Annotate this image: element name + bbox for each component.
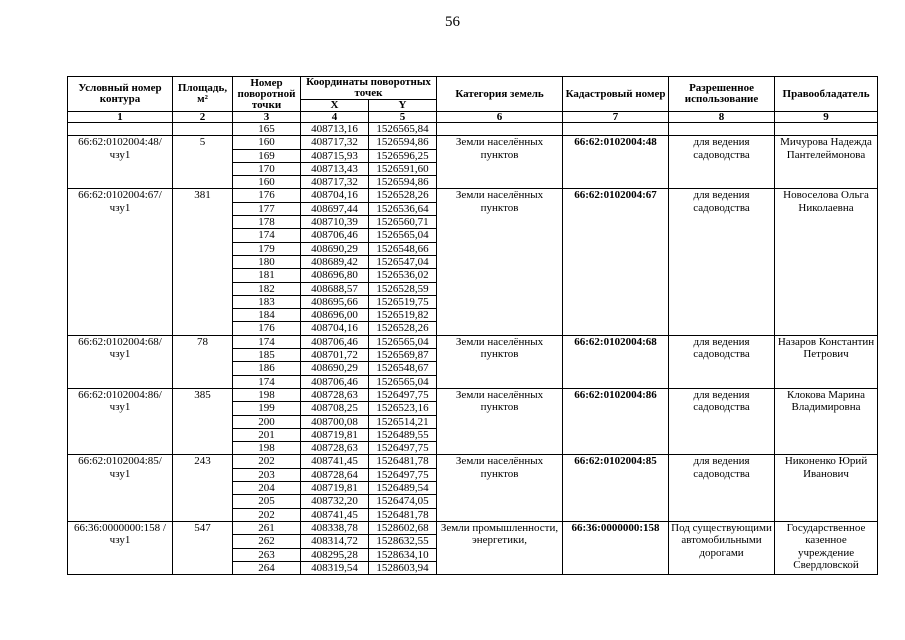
coord-x: 408715,93	[301, 149, 369, 162]
table-row	[68, 455, 878, 468]
coord-x: 408706,46	[301, 375, 369, 388]
permitted-use: для ведения садоводства	[669, 388, 775, 454]
point-number: 186	[233, 362, 301, 375]
point-number: 201	[233, 428, 301, 441]
point-number: 264	[233, 561, 301, 574]
contour-number: 66:62:0102004:68/ чзу1	[68, 335, 173, 388]
cadastral-number: 66:62:0102004:86	[563, 388, 669, 454]
contour-area	[173, 123, 233, 136]
coord-y: 1528602,68	[369, 521, 437, 534]
coord-x: 408728,63	[301, 442, 369, 455]
coord-x: 408713,16	[301, 123, 369, 136]
point-number: 199	[233, 402, 301, 415]
coord-y: 1526565,04	[369, 229, 437, 242]
point-number: 203	[233, 468, 301, 481]
header-coordinates: Координаты поворотных точек	[301, 77, 437, 100]
coord-x: 408717,32	[301, 176, 369, 189]
coord-x: 408719,81	[301, 482, 369, 495]
coord-x: 408706,46	[301, 335, 369, 348]
point-number: 176	[233, 189, 301, 202]
land-category: Земли населённых пунктов	[437, 455, 563, 521]
coord-y: 1526489,54	[369, 482, 437, 495]
point-number: 174	[233, 229, 301, 242]
point-number: 160	[233, 136, 301, 149]
coord-y: 1528603,94	[369, 561, 437, 574]
column-number: 7	[563, 112, 669, 123]
coord-y: 1526547,04	[369, 255, 437, 268]
land-category: Земли населённых пунктов	[437, 335, 563, 388]
coord-x: 408314,72	[301, 535, 369, 548]
permitted-use: для ведения садоводства	[669, 455, 775, 521]
cadastral-number: 66:62:0102004:67	[563, 189, 669, 335]
point-number: 176	[233, 322, 301, 335]
column-number: 1	[68, 112, 173, 123]
coord-y: 1526497,75	[369, 388, 437, 401]
permitted-use: для ведения садоводства	[669, 335, 775, 388]
land-category	[437, 123, 563, 136]
coord-x: 408732,20	[301, 495, 369, 508]
point-number: 174	[233, 335, 301, 348]
contour-number: 66:62:0102004:86/ чзу1	[68, 388, 173, 454]
coord-x: 408741,45	[301, 455, 369, 468]
table-row	[68, 136, 878, 149]
header-owner: Правообладатель	[775, 77, 878, 112]
column-number: 8	[669, 112, 775, 123]
right-holder: Государственное казенное учреждение Свердловской	[775, 521, 878, 574]
coord-y: 1526519,75	[369, 295, 437, 308]
contour-number	[68, 123, 173, 136]
column-number: 6	[437, 112, 563, 123]
coord-y: 1526528,26	[369, 189, 437, 202]
header-cadastral: Кадастровый номер	[563, 77, 669, 112]
table-row	[68, 388, 878, 401]
coord-x: 408713,43	[301, 162, 369, 175]
point-number: 198	[233, 442, 301, 455]
coord-y: 1526565,04	[369, 375, 437, 388]
coord-x: 408338,78	[301, 521, 369, 534]
coord-y: 1528632,55	[369, 535, 437, 548]
column-numbers-row	[68, 112, 878, 123]
register-table	[67, 76, 878, 575]
coord-y: 1526596,25	[369, 149, 437, 162]
point-number: 205	[233, 495, 301, 508]
point-number: 165	[233, 123, 301, 136]
coord-y: 1526519,82	[369, 309, 437, 322]
coord-x: 408717,32	[301, 136, 369, 149]
header-row	[68, 77, 878, 100]
column-number: 5	[369, 112, 437, 123]
right-holder: Никоненко Юрий Иванович	[775, 455, 878, 521]
coord-x: 408697,44	[301, 202, 369, 215]
coord-x: 408695,66	[301, 295, 369, 308]
coord-y: 1526565,84	[369, 123, 437, 136]
permitted-use: для ведения садоводства	[669, 189, 775, 335]
permitted-use: Под существующими автомобильными дорогами	[669, 521, 775, 574]
coord-y: 1526569,87	[369, 349, 437, 362]
coord-y: 1526489,55	[369, 428, 437, 441]
contour-area: 5	[173, 136, 233, 189]
header-area: Площадь, м²	[173, 77, 233, 112]
coord-y: 1526536,64	[369, 202, 437, 215]
permitted-use: для ведения садоводства	[669, 136, 775, 189]
contour-area: 547	[173, 521, 233, 574]
header-x: X	[301, 100, 369, 112]
coord-x: 408700,08	[301, 415, 369, 428]
contour-area: 385	[173, 388, 233, 454]
coord-y: 1526474,05	[369, 495, 437, 508]
point-number: 180	[233, 255, 301, 268]
table-row	[68, 521, 878, 534]
coord-x: 408295,28	[301, 548, 369, 561]
coord-x: 408704,16	[301, 322, 369, 335]
coord-x: 408696,80	[301, 269, 369, 282]
point-number: 174	[233, 375, 301, 388]
coord-x: 408690,29	[301, 242, 369, 255]
table-row	[68, 123, 878, 136]
coord-y: 1526594,86	[369, 136, 437, 149]
point-number: 160	[233, 176, 301, 189]
contour-number: 66:62:0102004:48/ чзу1	[68, 136, 173, 189]
coord-y: 1526514,21	[369, 415, 437, 428]
point-number: 182	[233, 282, 301, 295]
header-contour: Условный номер контура	[68, 77, 173, 112]
coord-x: 408704,16	[301, 189, 369, 202]
point-number: 181	[233, 269, 301, 282]
point-number: 183	[233, 295, 301, 308]
right-holder: Новоселова Ольга Николаевна	[775, 189, 878, 335]
column-number: 9	[775, 112, 878, 123]
permitted-use	[669, 123, 775, 136]
land-category: Земли населённых пунктов	[437, 189, 563, 335]
table-row	[68, 335, 878, 348]
coord-x: 408690,29	[301, 362, 369, 375]
coord-y: 1526481,78	[369, 455, 437, 468]
page-number: 56	[445, 14, 460, 30]
right-holder: Назаров Константин Петрович	[775, 335, 878, 388]
coord-y: 1526565,04	[369, 335, 437, 348]
coord-x: 408701,72	[301, 349, 369, 362]
header-point-number: Номер поворотной точки	[233, 77, 301, 112]
coord-x: 408728,63	[301, 388, 369, 401]
land-category: Земли промышленности, энергетики,	[437, 521, 563, 574]
coord-x: 408696,00	[301, 309, 369, 322]
contour-number: 66:62:0102004:67/ чзу1	[68, 189, 173, 335]
coord-y: 1526548,67	[369, 362, 437, 375]
coord-y: 1526560,71	[369, 216, 437, 229]
header-y: Y	[369, 100, 437, 112]
table-body	[68, 123, 878, 575]
coord-y: 1526481,78	[369, 508, 437, 521]
table-row	[68, 189, 878, 202]
cadastral-number: 66:62:0102004:48	[563, 136, 669, 189]
point-number: 185	[233, 349, 301, 362]
coord-x: 408710,39	[301, 216, 369, 229]
point-number: 261	[233, 521, 301, 534]
right-holder: Клокова Марина Владимировна	[775, 388, 878, 454]
coord-x: 408708,25	[301, 402, 369, 415]
header-usage: Разрешенное использование	[669, 77, 775, 112]
contour-area: 381	[173, 189, 233, 335]
point-number: 263	[233, 548, 301, 561]
point-number: 177	[233, 202, 301, 215]
right-holder: Мичурова Надежда Пантелеймонова	[775, 136, 878, 189]
cadastral-number: 66:36:0000000:158	[563, 521, 669, 574]
coord-x: 408741,45	[301, 508, 369, 521]
coord-y: 1526536,02	[369, 269, 437, 282]
contour-number: 66:62:0102004:85/ чзу1	[68, 455, 173, 521]
contour-number: 66:36:0000000:158 /чзу1	[68, 521, 173, 574]
point-number: 170	[233, 162, 301, 175]
coord-y: 1526591,60	[369, 162, 437, 175]
land-category: Земли населённых пунктов	[437, 136, 563, 189]
point-number: 169	[233, 149, 301, 162]
point-number: 202	[233, 508, 301, 521]
column-number: 4	[301, 112, 369, 123]
contour-area: 243	[173, 455, 233, 521]
coord-y: 1526497,75	[369, 442, 437, 455]
point-number: 178	[233, 216, 301, 229]
coord-y: 1526594,86	[369, 176, 437, 189]
coord-x: 408719,81	[301, 428, 369, 441]
coord-x: 408319,54	[301, 561, 369, 574]
coord-y: 1526528,26	[369, 322, 437, 335]
point-number: 200	[233, 415, 301, 428]
point-number: 179	[233, 242, 301, 255]
cadastral-number: 66:62:0102004:85	[563, 455, 669, 521]
header-category: Категория земель	[437, 77, 563, 112]
coord-y: 1528634,10	[369, 548, 437, 561]
right-holder	[775, 123, 878, 136]
point-number: 262	[233, 535, 301, 548]
point-number: 184	[233, 309, 301, 322]
coord-x: 408689,42	[301, 255, 369, 268]
coord-y: 1526528,59	[369, 282, 437, 295]
coord-x: 408706,46	[301, 229, 369, 242]
contour-area: 78	[173, 335, 233, 388]
point-number: 202	[233, 455, 301, 468]
land-category: Земли населённых пунктов	[437, 388, 563, 454]
point-number: 198	[233, 388, 301, 401]
column-number: 3	[233, 112, 301, 123]
cadastral-number	[563, 123, 669, 136]
coord-y: 1526548,66	[369, 242, 437, 255]
coord-x: 408728,64	[301, 468, 369, 481]
coord-y: 1526523,16	[369, 402, 437, 415]
coord-y: 1526497,75	[369, 468, 437, 481]
coord-x: 408688,57	[301, 282, 369, 295]
point-number: 204	[233, 482, 301, 495]
column-number: 2	[173, 112, 233, 123]
cadastral-number: 66:62:0102004:68	[563, 335, 669, 388]
